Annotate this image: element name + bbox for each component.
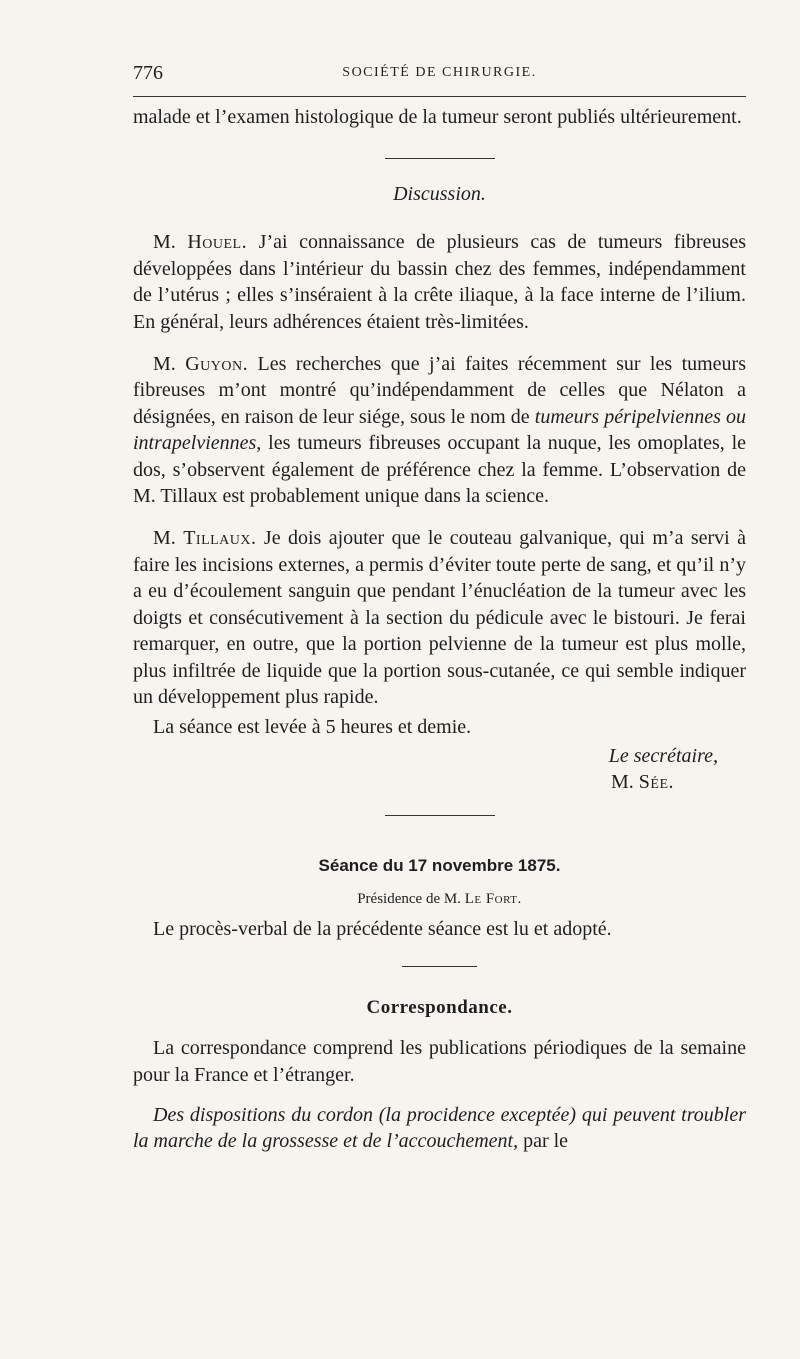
correspondence-heading: Correspondance. [366,997,513,1019]
houel-paragraph [133,229,746,335]
separator-rule [402,966,477,967]
session-title: Séance du 17 novembre 1875. [318,855,561,875]
houel-text: J’ai connaissance de plusieurs cas de tumeurs fibreuses développées dans l’intérieur du bassin chez des femmes, indépendamment de l’utérus ; elles s’inséraient à la crête iliaque, à la face interne de l’ilium. En général, leurs adhérences étaient très-limitées. [133,231,746,333]
guyon-paragraph [133,351,746,509]
work-title: Des dispositions du cordon (la procidence exceptée) qui peuvent troubler la marche de la grossesse et de l’accouchement, [133,1103,746,1153]
speaker-prefix: M. [153,527,176,550]
presidency-prefix: Présidence de M. [357,890,461,907]
minutes-line: Le procès-verbal de la précédente séance est lu et adopté. [153,917,612,940]
signature-role: Le secrétaire, [608,744,718,767]
separator-rule [385,158,495,159]
tillaux-paragraph [133,525,746,710]
speaker-name: Tillaux. [183,527,257,550]
speaker-prefix: M. [153,231,176,254]
signature-name: Sée. [638,770,674,793]
discussion-heading: Discussion. [393,183,486,206]
closing-line: La séance est levée à 5 heures et demie. [153,716,472,739]
signature-line [133,769,746,795]
president-name: Le Fort. [464,890,522,907]
work-title-paragraph [133,1102,746,1155]
page-body [133,104,746,1155]
page-number: 776 [133,62,163,84]
tillaux-text: Je dois ajouter que le couteau galvanique, qui m’a servi à faire les incisions externes, a permis d’éviter toute perte de sang, et qu’il n’y a eu d’écoulement sanguin que pendant l’énucléation de la tumeur avec les doigts et consécutivement à la section du pédicule avec le bistouri. Je ferai remarquer, en outre, que la portion pelvienne de la tumeur est plus molle, plus infiltrée de liquide que la portion sous-cutanée, ce qui semble indiquer un développement plus rapide. [133,527,746,708]
intro-paragraph: malade et l’examen histologique de la tumeur seront publiés ultérieurement. [133,106,742,128]
speaker-name: Houel. [187,231,248,254]
guyon-text-after: les tumeurs fibreuses occupant la nuque, les omoplates, le dos, s’observent également de préférence chez la femme. L’observation de M. Tillaux est probablement unique dans la science. [133,432,747,508]
signature-prefix: M. [610,770,634,793]
separator-rule [385,815,495,816]
work-title-tail: par le [523,1130,569,1153]
page-header [133,60,746,92]
correspondence-paragraph: La correspondance comprend les publications périodiques de la semaine pour la France et l’étranger. [133,1037,746,1086]
header-rule [133,96,746,97]
guyon-text-before: Les recherches que j’ai faites récemment sur les tumeurs fibreuses m’ont montré qu’indépendamment de celles que Nélaton a désignées, en raison de leur siége, sous le nom de [133,353,747,428]
presidency-line [133,888,746,910]
running-title: SOCIÉTÉ DE CHIRURGIE. [342,65,537,80]
guyon-italic-term: tumeurs péripelviennes ou intrapelviennes, [133,405,746,455]
speaker-prefix: M. [153,353,176,376]
speaker-name: Guyon. [185,353,249,376]
